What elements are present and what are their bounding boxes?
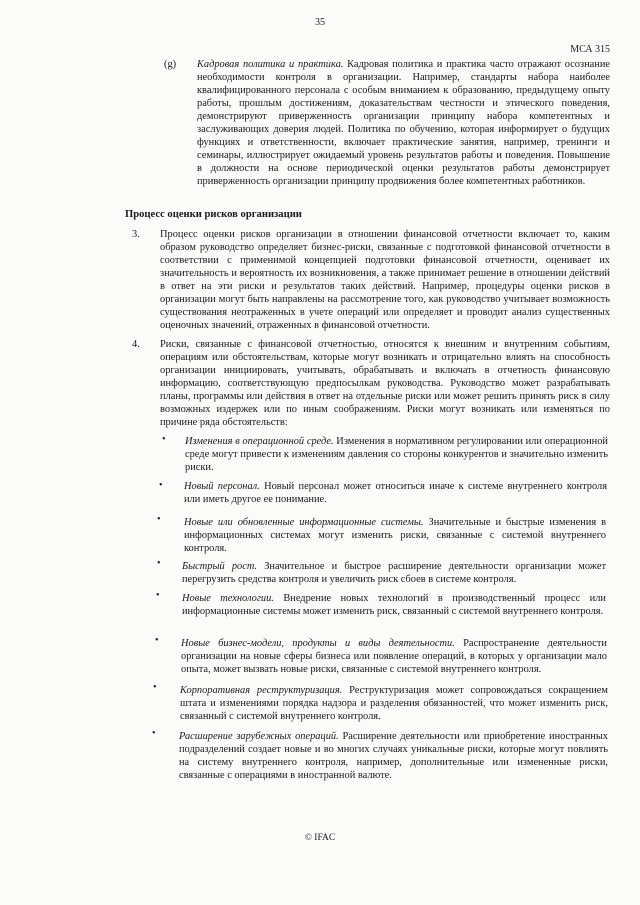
section-heading: Процесс оценки рисков организации — [125, 209, 302, 220]
bullet-4-symbol: • — [157, 558, 161, 569]
bullet-3-symbol: • — [157, 514, 161, 525]
bullet-1-lead: Изменения в операционной среде. — [185, 436, 334, 447]
bullet-8 — [179, 730, 608, 782]
bullet-2-lead: Новый персонал. — [184, 481, 260, 492]
bullet-7-symbol: • — [153, 682, 157, 693]
item-g-lead: Кадровая политика и практика. — [197, 59, 344, 70]
bullet-7 — [180, 684, 608, 723]
paragraph-3-number: 3. — [132, 229, 140, 240]
bullet-1 — [185, 435, 608, 474]
bullet-6-symbol: • — [155, 635, 159, 646]
bullet-8-lead: Расширение зарубежных операций. — [179, 731, 339, 742]
bullet-8-symbol: • — [152, 728, 156, 739]
item-g-marker: (g) — [164, 59, 177, 70]
bullet-3 — [184, 516, 606, 555]
bullet-4 — [182, 560, 606, 586]
paragraph-4-number: 4. — [132, 339, 140, 350]
bullet-1-symbol: • — [162, 434, 166, 445]
bullet-3-text: Значительные и быстрые изменения в информационных системах могут изменить риски, связанные с системой внутреннего контроля. — [184, 517, 606, 554]
item-g-paragraph — [197, 58, 610, 188]
standard-code: МСА 315 — [570, 44, 610, 55]
bullet-7-lead: Корпоративная реструктуризация. — [180, 685, 343, 696]
bullet-4-text: Значительное и быстрое расширение деятельности организации может перегрузить средства контроля и увеличить риск сбоев в системе контроля. — [182, 561, 607, 585]
paragraph-3-text: Процесс оценки рисков организации в отношении финансовой отчетности включает то, каким образом руководство определяет бизнес-риски, связанные с подготовкой финансовой отчетности в соответствии с применимой концепцией подготовки финансовой отчетности, оценивает их значительность и вероятность их возникновения, а также принимает решение в отношении действий в ответ на эти риски и результатов таких действий. Например, процедуры оценки рисков в организации могут быть направлены на рассмотрение того, как руководство учитывает возможность существования неотраженных в учете операций или определяет и проводит анализ существенных оценочных значений, отраженных в финансовой отчетности. — [160, 229, 610, 331]
bullet-6 — [181, 637, 607, 676]
bullet-5-lead: Новые технологии. — [182, 593, 274, 604]
footer-copyright: © IFAC — [304, 833, 336, 843]
bullet-2 — [184, 480, 607, 506]
bullet-7-text: Реструктуризация может сопровождаться сокращением штата и изменениями порядка надзора и разделения обязанностей, что может изменить риск, связанный с системой внутреннего контроля. — [180, 685, 608, 722]
bullet-4-lead: Быстрый рост. — [182, 561, 258, 572]
page-number: 35 — [315, 17, 325, 28]
bullet-6-lead: Новые бизнес-модели, продукты и виды деятельности. — [181, 638, 455, 649]
item-g-text: Кадровая политика и практика часто отражают осознание необходимости контроля в организации. Например, стандарты набора наиболее квалифицированного персонала с особым вниманием к образованию, предыдущему опыту работы, прошлым достижениям, доказательствам честности и этического поведения, демонстрируют приверженность организации принципу набора компетентных и заслуживающих доверия людей. Политика по обучению, которая информирует о будущих функциях и ответственности, включает практические занятия, например, тренинги и семинары, иллюстрирует ожидаемый уровень результатов работы и поведения. Повышение в должности на основе периодической оценки результатов работы демонстрирует приверженность организации принципу продвижения более компетентных работников. — [197, 59, 610, 187]
paragraph-4-text: Риски, связанные с финансовой отчетностью, относятся к внешним и внутренним событиям, операциям или обстоятельствам, которые могут возникать и отрицательно влиять на способность организации инициировать, учитывать, обрабатывать и включать в отчетность финансовую информацию, соответствующую предпосылкам руководства. Руководство может разрабатывать планы, программы или действия в ответ на отдельные риски или может решить принять риск в силу возможных издержек или по иным соображениям. Риски могут возникать или изменяться по причине ряда обстоятельств: — [160, 339, 610, 428]
bullet-2-symbol: • — [159, 480, 163, 491]
bullet-3-lead: Новые или обновленные информационные системы. — [184, 517, 424, 528]
bullet-6-text: Распространение деятельности организации на новые сферы бизнеса или появление операций, в которых у организации мало опыта, может вызвать новые риски, связанные с системой внутреннего контроля. — [181, 638, 607, 675]
bullet-8-text: Расширение деятельности или приобретение иностранных подразделений создает новые и во многих случаях уникальные риски, которые могут повлиять на систему внутреннего контроля, например, дополнительные или измененные риски, связанные с операциями в иностранной валюте. — [179, 731, 608, 781]
bullet-2-text: Новый персонал может относиться иначе к системе внутреннего контроля или иметь другое ее понимание. — [184, 481, 607, 505]
bullet-5 — [182, 592, 606, 618]
bullet-5-symbol: • — [156, 590, 160, 601]
bullet-5-text: Внедрение новых технологий в производственный процесс или информационные системы может изменить риск, связанный с системой внутреннего контроля. — [182, 593, 606, 617]
bullet-1-text: Изменения в нормативном регулировании или операционной среде могут привести к изменениям давления со стороны конкурентов и значительно изменить риски. — [185, 436, 608, 473]
